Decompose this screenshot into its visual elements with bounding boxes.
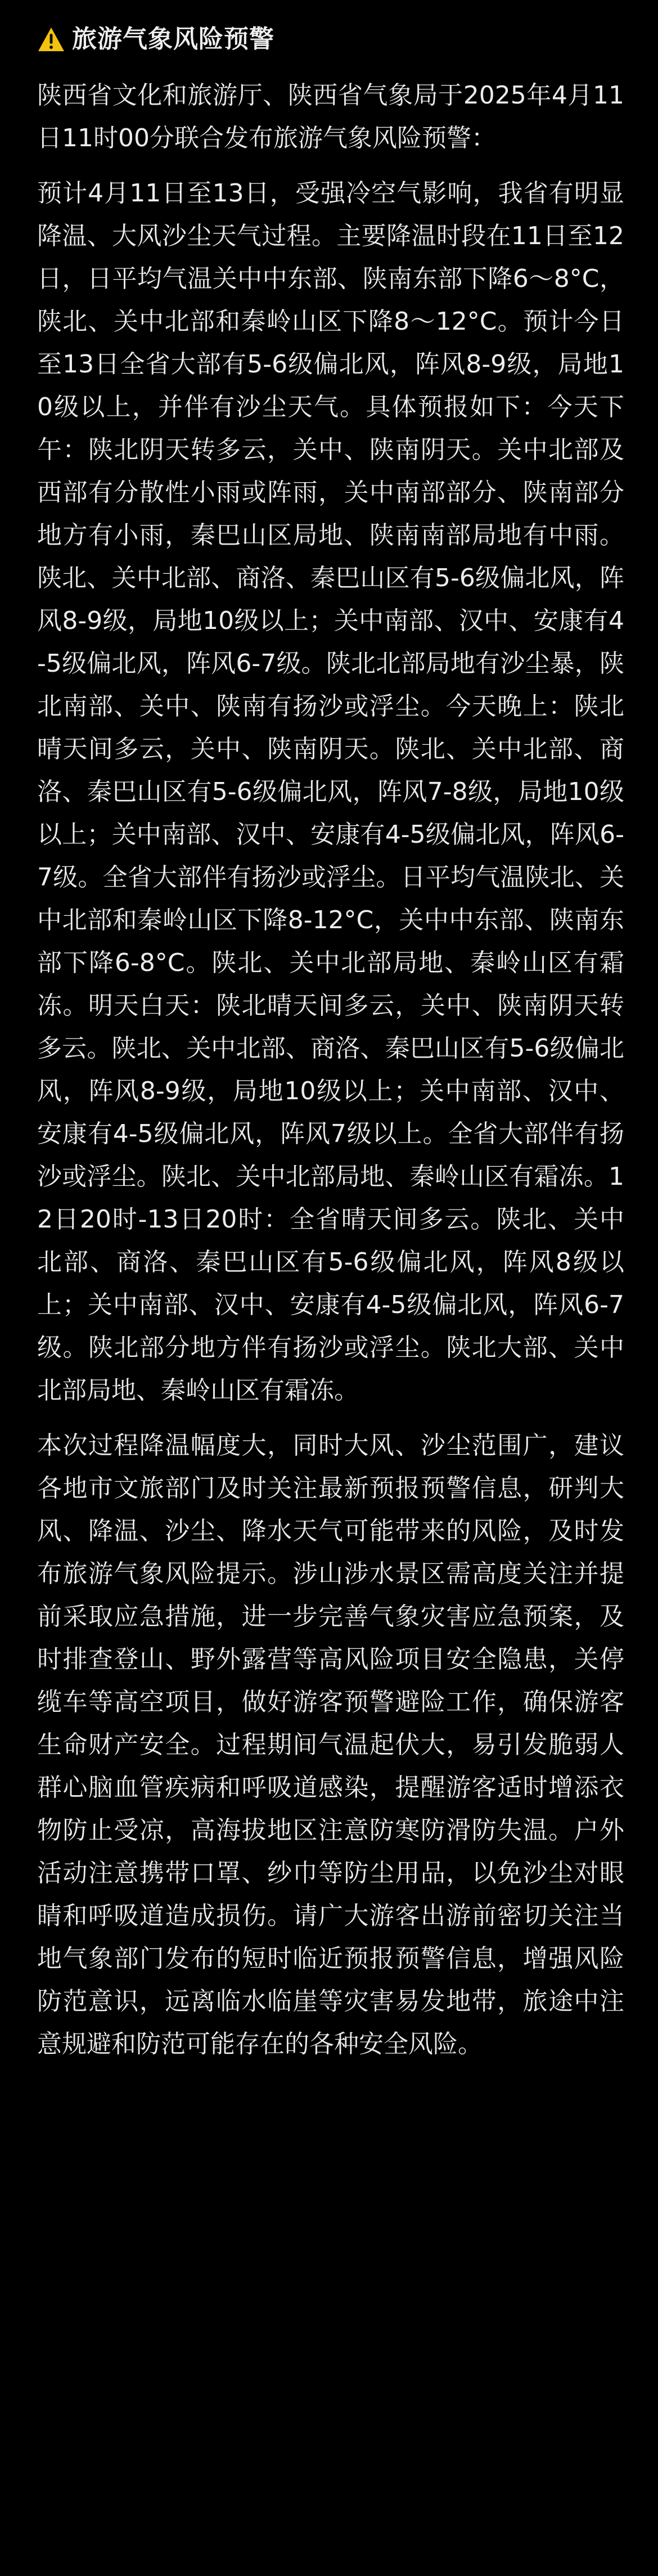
- advice-paragraph: 本次过程降温幅度大，同时大风、沙尘范围广，建议各地市文旅部门及时关注最新预报预警信息，研判大风、降温、沙尘、降水天气可能带来的风险，及时发布旅游气象风险提示。涉山涉水景区需高度关注并提前采取应急措施，进一步完善气象灾害应急预案，及时排查登山、野外露营等高风险项目安全隐患，关停缆车等高空项目，做好游客预警避险工作，确保游客生命财产安全。过程期间气温起伏大，易引发脆弱人群心脑血管疾病和呼吸道感染，提醒游客适时增添衣物防止受凉，高海拔地区注意防寒防滑防失温。户外活动注意携带口罩、纱巾等防尘用品，以免沙尘对眼睛和呼吸道造成损伤。请广大游客出游前密切关注当地气象部门发布的短时临近预报预警信息，增强风险防范意识，远离临水临崖等灾害易发地带，旅途中注意规避和防范可能存在的各种安全风险。: [37, 1431, 624, 2058]
- intro-paragraph: 陕西省文化和旅游厅、陕西省气象局于2025年4月11日11时00分联合发布旅游气象风险预警：: [37, 81, 624, 152]
- warning-icon: [37, 26, 65, 52]
- warning-header: [37, 18, 624, 61]
- forecast-paragraph: 预计4月11日至13日，受强冷空气影响，我省有明显降温、大风沙尘天气过程。主要降温时段在11日至12日，日平均气温关中中东部、陕南东部下降6～8°C，陕北、关中北部和秦岭山区下降8～12°C。预计今日至13日全省大部有5-6级偏北风，阵风8-9级，局地10级以上，并伴有沙尘天气。具体预报如下：今天下午：陕北阴天转多云，关中、陕南阴天。关中北部及西部有分散性小雨或阵雨，关中南部部分、陕南部分地方有小雨，秦巴山区局地、陕南南部局地有中雨。陕北、关中北部、商洛、秦巴山区有5-6级偏北风，阵风8-9级，局地10级以上；关中南部、汉中、安康有4-5级偏北风，阵风6-7级。陕北北部局地有沙尘暴，陕北南部、关中、陕南有扬沙或浮尘。今天晚上：陕北晴天间多云，关中、陕南阴天。陕北、关中北部、商洛、秦巴山区有5-6级偏北风，阵风7-8级，局地10级以上；关中南部、汉中、安康有4-5级偏北风，阵风6-7级。全省大部伴有扬沙或浮尘。日平均气温陕北、关中北部和秦岭山区下降8-12°C，关中中东部、陕南东部下降6-8°C。陕北、关中北部局地、秦岭山区有霜冻。明天白天：陕北晴天间多云，关中、陕南阴天转多云。陕北、关中北部、商洛、秦巴山区有5-6级偏北风，阵风8-9级，局地10级以上；关中南部、汉中、安康有4-5级偏北风，阵风7级以上。全省大部伴有扬沙或浮尘。陕北、关中北部局地、秦岭山区有霜冻。12日20时-13日20时：全省晴天间多云。陕北、关中北部、商洛、秦巴山区有5-6级偏北风，阵风8级以上；关中南部、汉中、安康有4-5级偏北风，阵风6-7级。陕北部分地方伴有扬沙或浮尘。陕北大部、关中北部局地、秦岭山区有霜冻。: [37, 179, 624, 1405]
- warning-title: 旅游气象风险预警: [72, 25, 274, 53]
